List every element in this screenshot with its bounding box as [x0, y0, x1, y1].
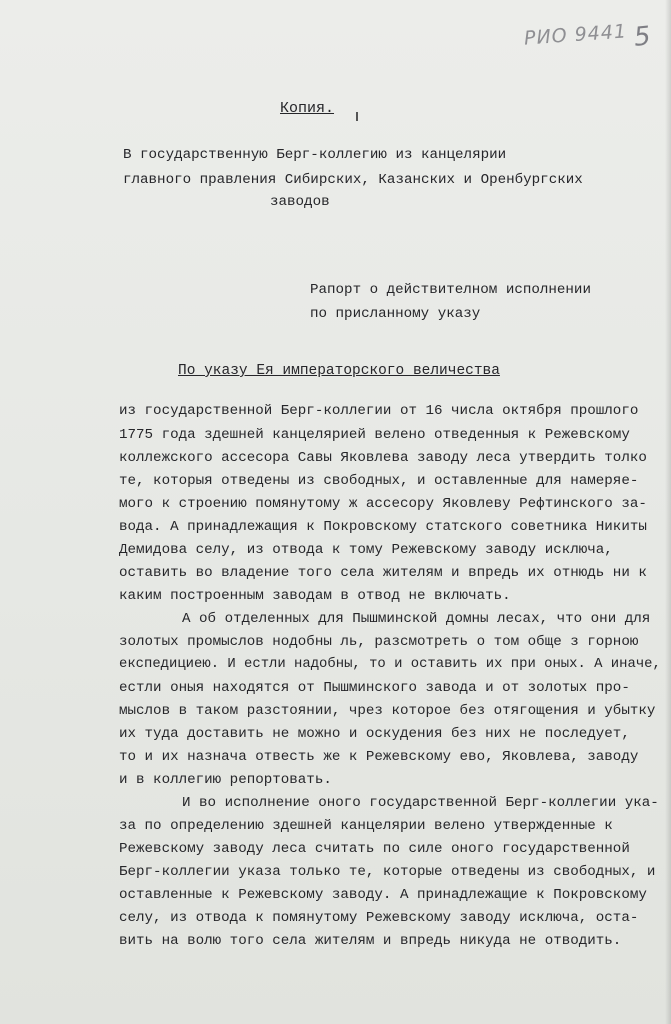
body-line: естли оныя находятся от Пышминского завода и от золотых про-: [119, 680, 630, 696]
address-line: заводов: [270, 194, 330, 210]
body-line: оставленные к Режевскому заводу. А принадлежащие к Покровскому: [119, 887, 647, 903]
body-line: мого к строению помянутому ж ассесору Яковлеву Рефтинского за-: [119, 496, 647, 512]
body-line: из государственной Берг-коллегии от 16 числа октября прошлого: [119, 403, 639, 419]
pen-mark: [356, 112, 358, 121]
body-line: И во исполнение оного государственной Берг-коллегии ука-: [182, 795, 659, 811]
body-line: за по определению здешней канцелярии велено утвержденные к: [119, 818, 613, 834]
body-line: Берг-коллегии указа только те, которые отведены из свободных, и: [119, 864, 656, 880]
body-line: 1775 года здешней канцелярией велено отведенныя к Режевскому: [119, 427, 630, 443]
document-title: Копия.: [280, 100, 335, 117]
body-line: золотых промыслов нодобны ль, разсмотреть о том обще з горною: [119, 634, 639, 650]
body-line: експедициею. И естли надобны, то и оставить их при оных. А иначе,: [119, 656, 661, 672]
body-line: Демидова селу, из отвода к тому Режевскому заводу исключа,: [119, 542, 613, 558]
body-line: мыслов в таком разстоянии, чрез которое без отягощения и убытку: [119, 703, 656, 719]
report-heading-line: по присланному указу: [310, 306, 481, 322]
body-line: вить на волю того села жителям и впредь никуда не отводить.: [119, 933, 622, 949]
archive-stamp: РИО 9441: [523, 20, 628, 50]
body-line: Режевскому заводу леса считать по силе оного государственной: [119, 841, 630, 857]
archive-mark: 5: [632, 21, 653, 53]
body-line: те, которыя отведены из свободных, и оставленные для намеряе-: [119, 473, 639, 489]
body-line: то и их назнача отвесть же к Режевскому ево, Яковлева, заводу: [119, 749, 639, 765]
body-line: и в коллегию репортовать.: [119, 772, 332, 788]
body-line: вода. А принадлежащия к Покровскому статского советника Никиты: [119, 519, 647, 535]
report-heading-line: Рапорт о действителном исполнении: [310, 282, 591, 298]
address-line: В государственную Берг-коллегию из канцелярии: [123, 147, 507, 163]
decree-heading: По указу Ея императорского величества: [178, 363, 500, 379]
body-line: селу, из отвода к помянутому Режевскому заводу исключа, оста-: [119, 910, 639, 926]
body-line: каким построенным заводам в отвод не включать.: [119, 588, 511, 604]
body-line: оставить во владение того села жителям и впредь их отнюдь ни к: [119, 565, 647, 581]
body-line: их туда доставить не можно и оскудения без них не последует,: [119, 726, 630, 742]
body-line: А об отделенных для Пышминской домны лесах, что они для: [182, 611, 651, 627]
page-edge-shadow: [665, 0, 671, 1024]
address-line: главного правления Сибирских, Казанских и Оренбургских: [123, 172, 583, 188]
body-line: коллежского ассесора Савы Яковлева заводу леса утвердить толко: [119, 450, 647, 466]
